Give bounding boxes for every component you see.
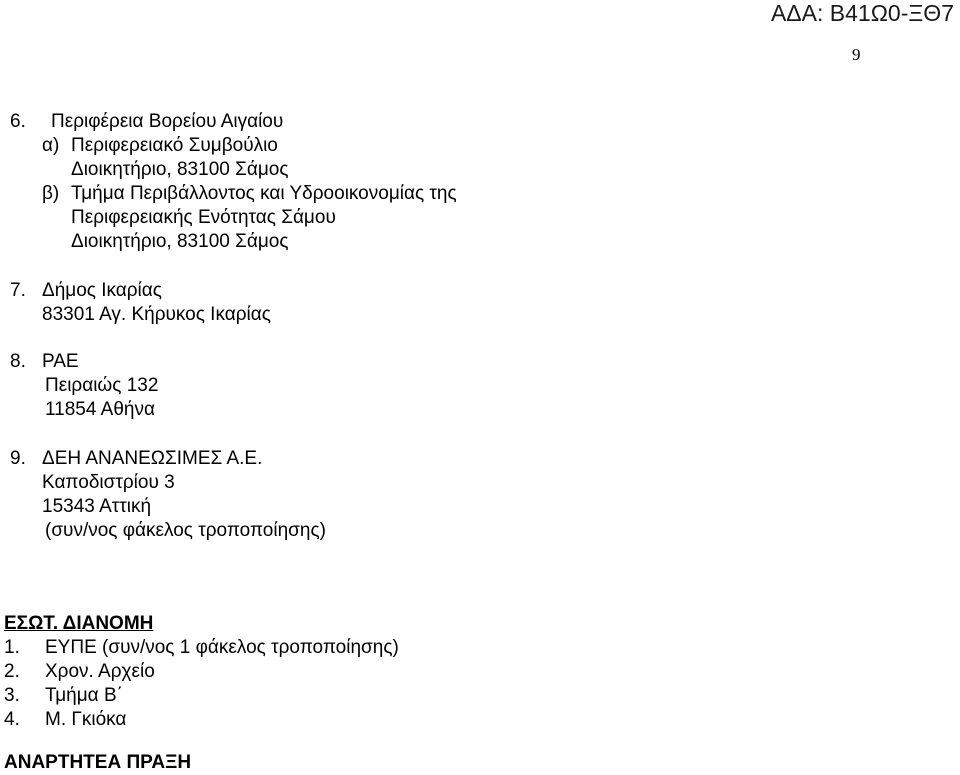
item-6b-line2: Περιφερειακής Ενότητας Σάμου: [71, 207, 336, 228]
item-8-line2: 11854 Αθήνα: [45, 399, 155, 420]
item-6a-label: α): [42, 135, 60, 156]
item-7-title: Δήμος Ικαρίας: [42, 280, 162, 301]
item-6-number: 6.: [10, 111, 26, 132]
item-6b-line1: Τμήμα Περιβάλλοντος και Υδροοικονομίας της: [71, 183, 457, 204]
page-number: 9: [852, 45, 861, 64]
internal-item-2-text: Χρον. Αρχείο: [45, 661, 155, 682]
internal-item-1-text: ΕΥΠΕ (συν/νος 1 φάκελος τροποποίησης): [45, 637, 399, 658]
internal-item-3-text: Τμήμα Β΄: [45, 685, 123, 706]
item-6-title: Περιφέρεια Βορείου Αιγαίου: [51, 111, 284, 132]
item-6a-line1: Περιφερειακό Συμβούλιο: [71, 135, 278, 156]
internal-item-3-number: 3.: [4, 685, 20, 706]
item-8-line1: Πειραιώς 132: [45, 375, 159, 396]
internal-item-4-number: 4.: [4, 709, 20, 730]
internal-item-4-text: Μ. Γκιόκα: [45, 709, 127, 730]
item-8-number: 8.: [10, 351, 26, 372]
item-6a-line2: Διοικητήριο, 83100 Σάμος: [71, 159, 289, 180]
item-7-line1: 83301 Αγ. Κήρυκος Ικαρίας: [42, 304, 271, 325]
posting-act-label: ΑΝΑΡΤΗΤΕΑ ΠΡΑΞΗ: [4, 752, 192, 773]
item-9-number: 9.: [10, 448, 26, 469]
item-9-line2: 15343 Αττική: [42, 496, 152, 517]
item-9-line3: (συν/νος φάκελος τροποποίησης): [45, 520, 326, 541]
item-7-number: 7.: [10, 280, 26, 301]
item-9-title: ΔΕΗ ΑΝΑΝΕΩΣΙΜΕΣ Α.Ε.: [42, 448, 263, 469]
item-9-line1: Καποδιστρίου 3: [42, 472, 175, 493]
item-6b-label: β): [42, 183, 60, 204]
item-6b-line3: Διοικητήριο, 83100 Σάμος: [71, 231, 289, 252]
item-8-title: ΡΑΕ: [42, 351, 79, 372]
internal-item-1-number: 1.: [4, 637, 20, 658]
internal-distribution-heading: ΕΣΩΤ. ΔΙΑΝΟΜΗ: [4, 613, 154, 634]
ada-code: ΑΔΑ: Β41Ω0-ΞΘ7: [770, 0, 954, 26]
internal-item-2-number: 2.: [4, 661, 20, 682]
